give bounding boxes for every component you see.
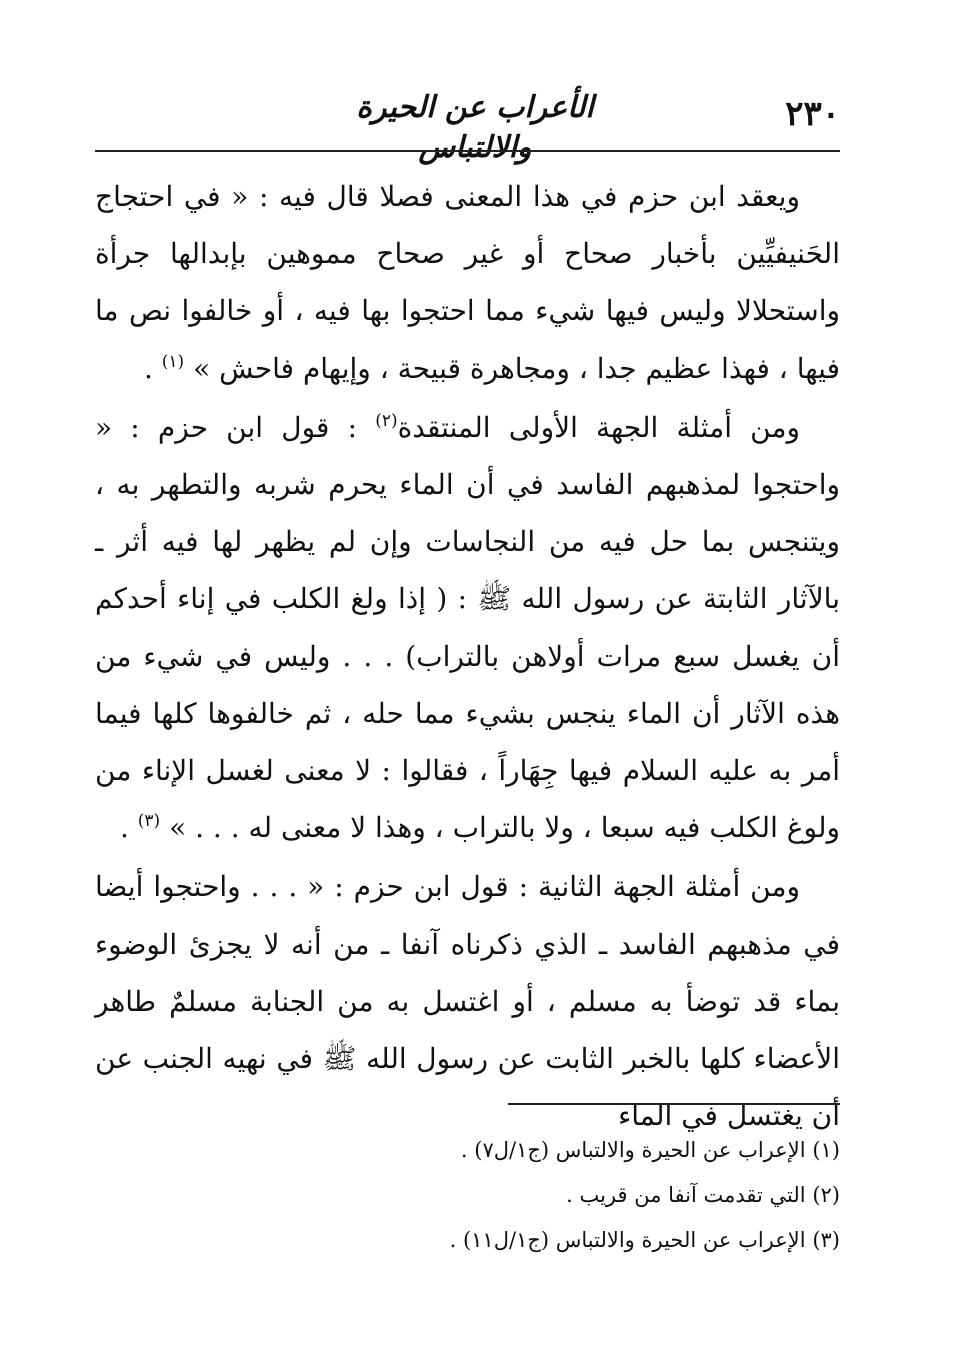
footnote-ref-3: (٣) [137,811,161,832]
paragraph-1 [95,168,840,397]
page-number: ٢٣٠ [785,94,840,134]
footnote-ref-2: (٢) [375,410,398,431]
running-title: الأعراب عن الحيرة والالتباس [356,90,594,165]
footnote-3-text: الإعراب عن الحيرة والالتباس (ج١/ل١١) . [449,1228,806,1252]
footnote-ref-1: (١) [161,351,185,372]
body-text [95,168,840,1144]
paragraph-1-text: ويعقد ابن حزم في هذا المعنى فصلا قال فيه : « في احتجاج الحَنيفيِّين بأخبار صحاح أو غير صحاح مموهين بإبدالها جرأة واستحلالا وليس فيها شيء مما احتجوا بها فيه ، أو خالفوا نص ما فيها ، فهذا عظيم جدا ، ومجاهرة قبيحة ، وإيهام فاحش » [95,180,840,385]
paragraph-3-text: ومن أمثلة الجهة الثانية : قول ابن حزم : « . . . واحتجوا أيضا في مذهبهم الفاسد ـ الذي ذكرناه آنفا ـ من أنه لا يجزئ الوضوء بماء قد توضأ به مسلم ، أو اغتسل به من الجنابة مسلمٌ طاهر الأعضاء كلها بالخبر الثابت عن رسول الله ﷺ في نهيه الجنب عن أن يغتسل في الماء [95,870,840,1133]
paragraph-1-end: . [143,351,162,385]
footnote-3 [95,1218,840,1263]
footnote-1-number: (١) [812,1138,840,1162]
footnote-1 [95,1128,840,1173]
footnote-2 [95,1173,840,1218]
footnote-divider [508,1103,840,1105]
paragraph-2-end: . [119,811,138,845]
paragraph-2-text: : قول ابن حزم : « واحتجوا لمذهبهم الفاسد في أن الماء يحرم شربه والتطهر به ، ويتنجس بما حل فيه من النجاسات وإن لم يظهر لها فيه أثر ـ بالآثار الثابتة عن رسول الله ﷺ : ( إذا ولغ الكلب في إناء أحدكم أن يغسل سبع مرات أولاهن بالتراب) . . . وليس في شيء من هذه الآثار أن الماء ينجس بشيء مما حله ، ثم خالفوها كلها فيما أمر به عليه السلام فيها جِهَاراً ، فقالوا : لا معنى لغسل الإناء من ولوغ الكلب فيه سبعا ، ولا بالتراب ، وهذا لا معنى له . . . » [95,410,840,845]
footnotes [95,1128,840,1263]
header-divider [95,150,840,152]
footnote-1-text: الإعراب عن الحيرة والالتباس (ج١/ل٧) . [460,1138,806,1162]
paragraph-2 [95,399,840,857]
paragraph-2-text-start: ومن أمثلة الجهة الأولى المنتقدة [397,410,800,444]
footnote-3-number: (٣) [812,1228,840,1252]
footnote-2-number: (٢) [812,1183,840,1207]
footnote-2-text: التي تقدمت آنفا من قريب . [566,1183,806,1207]
paragraph-3 [95,858,840,1144]
page-header [95,88,840,165]
